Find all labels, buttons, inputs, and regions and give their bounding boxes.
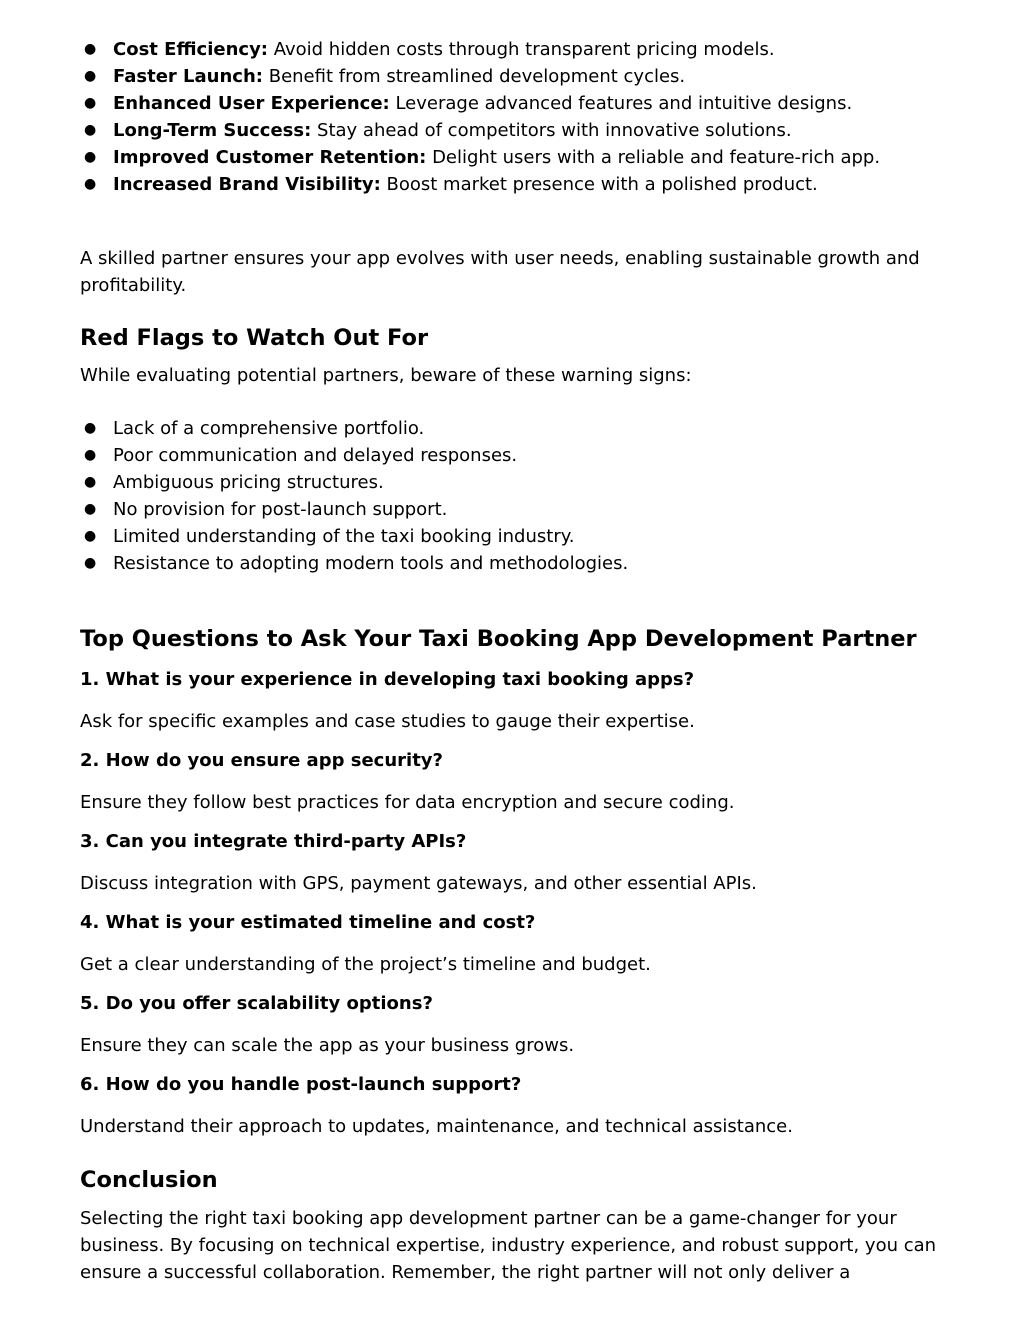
benefit-text: Boost market presence with a polished product.: [380, 174, 818, 195]
red-flag-text: Resistance to adopting modern tools and methodologies.: [113, 553, 629, 574]
question-block: [80, 909, 970, 978]
benefit-text: Avoid hidden costs through transparent pricing models.: [268, 39, 775, 60]
benefit-text: Benefit from streamlined development cycles.: [263, 66, 686, 87]
question-answer: Get a clear understanding of the project’s timeline and budget.: [80, 954, 651, 975]
list-item: [80, 415, 970, 442]
bullet-icon: ●: [84, 474, 97, 490]
red-flags-list: [80, 415, 970, 577]
benefit-term: Improved Customer Retention:: [113, 147, 427, 168]
benefit-text: Leverage advanced features and intuitive designs.: [389, 93, 853, 114]
question-block: [80, 828, 970, 897]
red-flag-text: Lack of a comprehensive portfolio.: [113, 418, 425, 439]
question-title: 6. How do you handle post-launch support?: [80, 1074, 522, 1095]
bullet-icon: ●: [84, 149, 97, 165]
questions-heading: Top Questions to Ask Your Taxi Booking App Development Partner: [80, 626, 917, 652]
benefit-text: Delight users with a reliable and feature-rich app.: [426, 147, 881, 168]
bullet-icon: ●: [84, 447, 97, 463]
bullet-icon: ●: [84, 420, 97, 436]
list-item: [80, 171, 970, 198]
list-item: [80, 90, 970, 117]
list-item: [80, 523, 970, 550]
bullet-icon: ●: [84, 41, 97, 57]
question-answer: Ask for specific examples and case studies to gauge their expertise.: [80, 711, 695, 732]
benefit-text: Stay ahead of competitors with innovative solutions.: [311, 120, 792, 141]
partner-paragraph: A skilled partner ensures your app evolves with user needs, enabling sustainable growth and profitability.: [80, 248, 920, 296]
bullet-icon: ●: [84, 528, 97, 544]
benefits-list: [80, 36, 970, 198]
red-flag-text: Limited understanding of the taxi booking industry.: [113, 526, 575, 547]
benefit-term: Increased Brand Visibility:: [113, 174, 381, 195]
red-flags-intro: While evaluating potential partners, beware of these warning signs:: [80, 365, 692, 386]
question-answer: Discuss integration with GPS, payment gateways, and other essential APIs.: [80, 873, 757, 894]
list-item: [80, 550, 970, 577]
question-title: 3. Can you integrate third-party APIs?: [80, 831, 467, 852]
red-flag-text: Poor communication and delayed responses.: [113, 445, 518, 466]
question-block: [80, 666, 970, 735]
question-block: [80, 1071, 970, 1140]
bullet-icon: ●: [84, 501, 97, 517]
question-title: 4. What is your estimated timeline and cost?: [80, 912, 536, 933]
question-block: [80, 990, 970, 1059]
bullet-icon: ●: [84, 176, 97, 192]
red-flag-text: No provision for post-launch support.: [113, 499, 448, 520]
question-answer: Ensure they follow best practices for data encryption and secure coding.: [80, 792, 735, 813]
document-page: [80, 36, 970, 1286]
question-answer: Understand their approach to updates, maintenance, and technical assistance.: [80, 1116, 793, 1137]
red-flag-text: Ambiguous pricing structures.: [113, 472, 384, 493]
conclusion-paragraph: Selecting the right taxi booking app development partner can be a game-changer for your business. By focusing on technical expertise, industry experience, and robust support, you can ensure a successful collaboration. Remember, the right partner will not only deliver a: [80, 1208, 937, 1283]
list-item: [80, 442, 970, 469]
list-item: [80, 36, 970, 63]
bullet-icon: ●: [84, 68, 97, 84]
benefit-term: Enhanced User Experience:: [113, 93, 390, 114]
red-flags-heading: Red Flags to Watch Out For: [80, 325, 429, 351]
question-title: 5. Do you offer scalability options?: [80, 993, 433, 1014]
bullet-icon: ●: [84, 95, 97, 111]
question-title: 1. What is your experience in developing taxi booking apps?: [80, 669, 695, 690]
bullet-icon: ●: [84, 555, 97, 571]
benefit-term: Long-Term Success:: [113, 120, 312, 141]
question-block: [80, 747, 970, 816]
benefit-term: Cost Efficiency:: [113, 39, 268, 60]
question-title: 2. How do you ensure app security?: [80, 750, 443, 771]
list-item: [80, 117, 970, 144]
list-item: [80, 63, 970, 90]
benefit-term: Faster Launch:: [113, 66, 263, 87]
list-item: [80, 496, 970, 523]
bullet-icon: ●: [84, 122, 97, 138]
list-item: [80, 469, 970, 496]
list-item: [80, 144, 970, 171]
conclusion-heading: Conclusion: [80, 1167, 218, 1193]
question-answer: Ensure they can scale the app as your business grows.: [80, 1035, 575, 1056]
